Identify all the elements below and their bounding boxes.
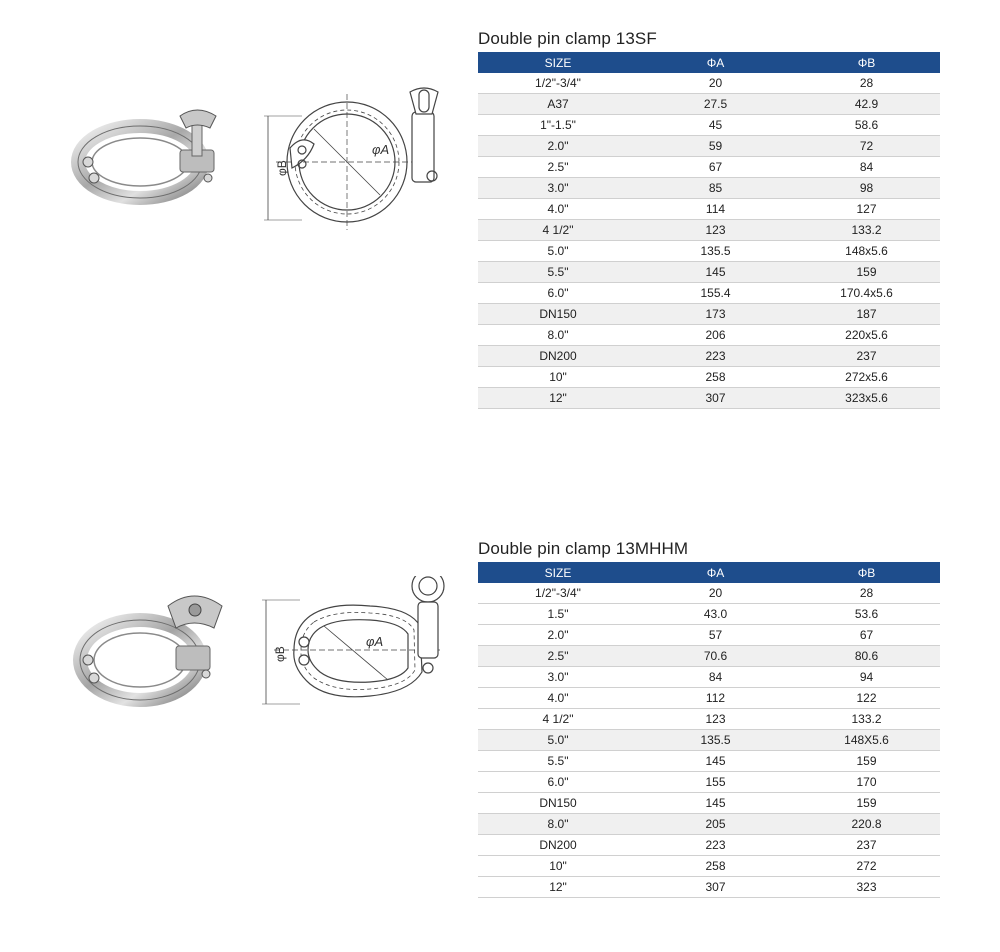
cell-size: 10" [478, 367, 638, 388]
cell-size: 2.5" [478, 157, 638, 178]
cell-size: 2.0" [478, 136, 638, 157]
cell-size: 1/2"-3/4" [478, 583, 638, 604]
cell-size: 2.0" [478, 625, 638, 646]
cell-phi-a: 43.0 [638, 604, 793, 625]
cell-phi-a: 85 [638, 178, 793, 199]
cell-phi-b: 122 [793, 688, 940, 709]
cell-phi-a: 258 [638, 856, 793, 877]
spec-table [478, 562, 940, 898]
table-row [478, 814, 940, 835]
clamp-13sf-drawing [262, 84, 462, 234]
cell-phi-a: 206 [638, 325, 793, 346]
cell-size: 12" [478, 877, 638, 898]
header-phi-a: ΦA [638, 52, 793, 73]
clamp-13mhhm-photo [58, 588, 238, 718]
header-size: SIZE [478, 52, 638, 73]
cell-size: 5.0" [478, 241, 638, 262]
cell-size: 3.0" [478, 178, 638, 199]
cell-size: 8.0" [478, 325, 638, 346]
clamp-13sf-photo [60, 100, 240, 220]
product-section-13mhhm [0, 530, 1000, 940]
table-row [478, 583, 940, 604]
cell-size: 4.0" [478, 199, 638, 220]
cell-phi-a: 112 [638, 688, 793, 709]
table-row [478, 73, 940, 94]
cell-phi-a: 135.5 [638, 730, 793, 751]
cell-phi-a: 307 [638, 877, 793, 898]
cell-phi-b: 187 [793, 304, 940, 325]
table-row [478, 667, 940, 688]
cell-phi-b: 98 [793, 178, 940, 199]
cell-size: 5.0" [478, 730, 638, 751]
cell-phi-a: 223 [638, 835, 793, 856]
table-row [478, 625, 940, 646]
cell-phi-a: 307 [638, 388, 793, 409]
table-row [478, 283, 940, 304]
cell-size: 4.0" [478, 688, 638, 709]
cell-phi-a: 27.5 [638, 94, 793, 115]
header-phi-a: ΦA [638, 562, 793, 583]
cell-phi-a: 57 [638, 625, 793, 646]
cell-size: 3.0" [478, 667, 638, 688]
cell-phi-b: 159 [793, 793, 940, 814]
cell-phi-b: 133.2 [793, 220, 940, 241]
table-row [478, 178, 940, 199]
table-row [478, 835, 940, 856]
cell-size: 10" [478, 856, 638, 877]
phi-b-label: φB [275, 160, 289, 176]
cell-phi-b: 159 [793, 751, 940, 772]
cell-phi-b: 323x5.6 [793, 388, 940, 409]
cell-phi-a: 67 [638, 157, 793, 178]
header-phi-b: ΦB [793, 52, 940, 73]
cell-phi-b: 80.6 [793, 646, 940, 667]
table-row [478, 94, 940, 115]
cell-size: 8.0" [478, 814, 638, 835]
cell-size: 12" [478, 388, 638, 409]
header-phi-b: ΦB [793, 562, 940, 583]
cell-phi-b: 72 [793, 136, 940, 157]
table-header-row [478, 52, 940, 73]
cell-phi-b: 28 [793, 583, 940, 604]
table-row [478, 688, 940, 709]
cell-phi-b: 237 [793, 346, 940, 367]
cell-phi-b: 94 [793, 667, 940, 688]
cell-size: 5.5" [478, 751, 638, 772]
cell-phi-a: 123 [638, 709, 793, 730]
table-header-row [478, 562, 940, 583]
table-row [478, 646, 940, 667]
cell-size: DN150 [478, 304, 638, 325]
clamp-13mhhm-drawing [260, 576, 470, 716]
table-row [478, 325, 940, 346]
cell-phi-b: 127 [793, 199, 940, 220]
cell-phi-a: 155.4 [638, 283, 793, 304]
cell-phi-b: 133.2 [793, 709, 940, 730]
cell-size: DN200 [478, 835, 638, 856]
cell-phi-a: 223 [638, 346, 793, 367]
cell-phi-a: 123 [638, 220, 793, 241]
phi-a-label: φA [366, 634, 384, 649]
cell-size: 2.5" [478, 646, 638, 667]
cell-phi-b: 272 [793, 856, 940, 877]
table-row [478, 346, 940, 367]
table-row [478, 604, 940, 625]
table-row [478, 751, 940, 772]
table-row [478, 793, 940, 814]
table-row [478, 388, 940, 409]
phi-a-label: φA [372, 142, 390, 157]
cell-phi-b: 220x5.6 [793, 325, 940, 346]
table-row [478, 856, 940, 877]
cell-size: 6.0" [478, 772, 638, 793]
cell-size: 4 1/2" [478, 709, 638, 730]
cell-phi-a: 205 [638, 814, 793, 835]
cell-size: 5.5" [478, 262, 638, 283]
cell-size: 6.0" [478, 283, 638, 304]
spec-table-13mhhm-wrapper [478, 538, 940, 898]
product-section-13sf [0, 0, 1000, 420]
table-row [478, 241, 940, 262]
cell-phi-a: 20 [638, 73, 793, 94]
cell-phi-a: 20 [638, 583, 793, 604]
cell-phi-b: 28 [793, 73, 940, 94]
table-row [478, 220, 940, 241]
table-row [478, 115, 940, 136]
cell-phi-a: 145 [638, 262, 793, 283]
cell-phi-a: 84 [638, 667, 793, 688]
cell-size: 4 1/2" [478, 220, 638, 241]
table-row [478, 367, 940, 388]
cell-phi-a: 258 [638, 367, 793, 388]
cell-phi-b: 159 [793, 262, 940, 283]
cell-phi-a: 155 [638, 772, 793, 793]
cell-size: 1.5" [478, 604, 638, 625]
table-row [478, 877, 940, 898]
cell-phi-a: 70.6 [638, 646, 793, 667]
cell-phi-b: 170 [793, 772, 940, 793]
cell-phi-b: 84 [793, 157, 940, 178]
cell-size: 1"-1.5" [478, 115, 638, 136]
cell-phi-a: 145 [638, 793, 793, 814]
phi-b-label: φB [273, 646, 287, 662]
table-row [478, 772, 940, 793]
table-row [478, 304, 940, 325]
table-row [478, 199, 940, 220]
table-title: Double pin clamp 13SF [478, 29, 657, 48]
cell-phi-b: 323 [793, 877, 940, 898]
cell-phi-b: 220.8 [793, 814, 940, 835]
cell-size: A37 [478, 94, 638, 115]
spec-table-13sf-wrapper [478, 28, 940, 409]
cell-phi-b: 148X5.6 [793, 730, 940, 751]
cell-size: DN200 [478, 346, 638, 367]
table-row [478, 136, 940, 157]
header-size: SIZE [478, 562, 638, 583]
table-row [478, 157, 940, 178]
cell-phi-b: 272x5.6 [793, 367, 940, 388]
cell-phi-b: 148x5.6 [793, 241, 940, 262]
cell-phi-b: 42.9 [793, 94, 940, 115]
cell-phi-b: 53.6 [793, 604, 940, 625]
table-row [478, 709, 940, 730]
cell-phi-a: 173 [638, 304, 793, 325]
cell-size: 1/2"-3/4" [478, 73, 638, 94]
cell-phi-b: 58.6 [793, 115, 940, 136]
cell-phi-a: 135.5 [638, 241, 793, 262]
table-title: Double pin clamp 13MHHM [478, 539, 689, 558]
cell-phi-a: 45 [638, 115, 793, 136]
table-row [478, 730, 940, 751]
cell-phi-a: 59 [638, 136, 793, 157]
cell-phi-b: 170.4x5.6 [793, 283, 940, 304]
cell-phi-b: 67 [793, 625, 940, 646]
spec-table [478, 52, 940, 409]
cell-size: DN150 [478, 793, 638, 814]
cell-phi-b: 237 [793, 835, 940, 856]
table-row [478, 262, 940, 283]
cell-phi-a: 145 [638, 751, 793, 772]
cell-phi-a: 114 [638, 199, 793, 220]
